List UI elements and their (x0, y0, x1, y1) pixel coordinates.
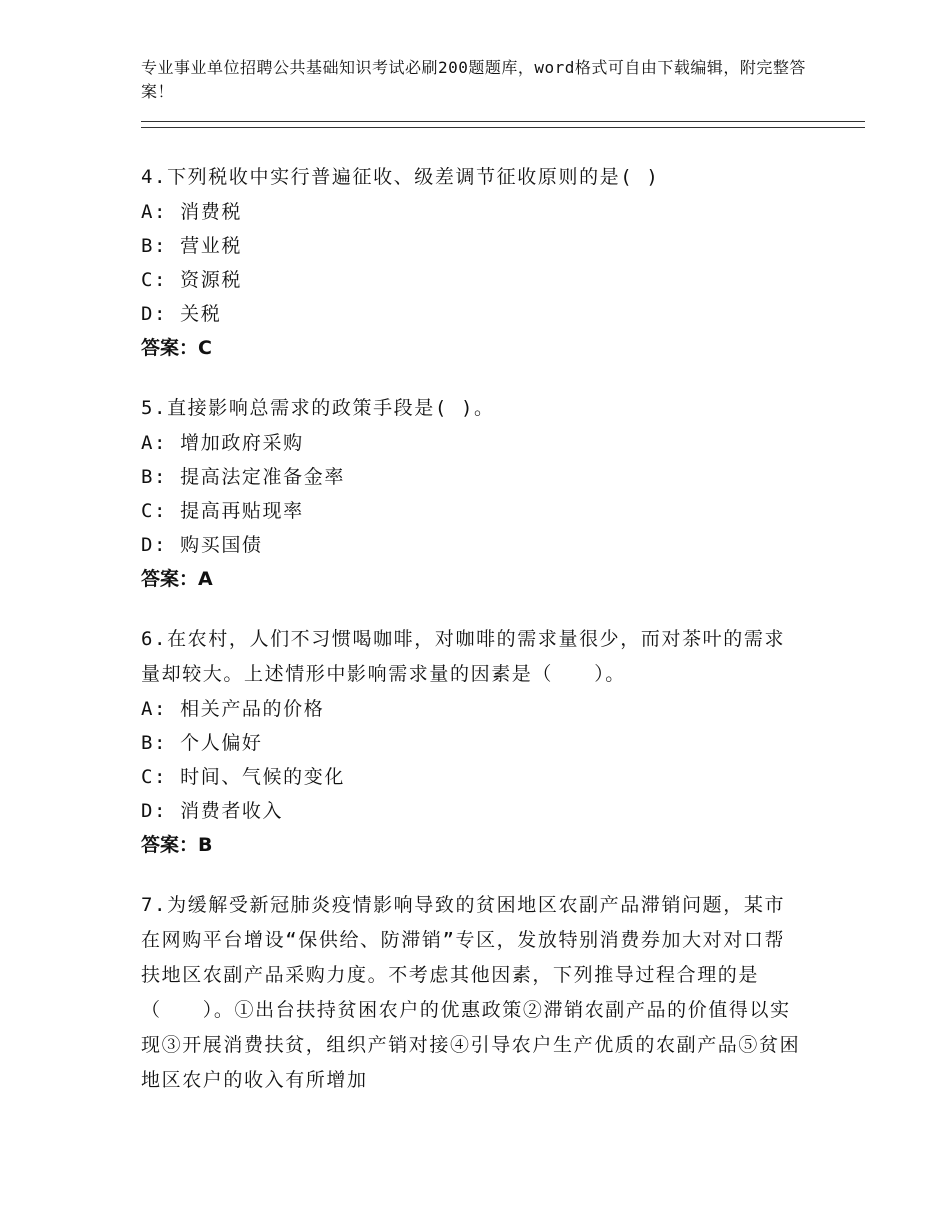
document-header: 专业事业单位招聘公共基础知识考试必刷200题题库，word格式可自由下载编辑，附完整答案！ (141, 58, 806, 101)
option-c: C: 时间、气候的变化 (141, 766, 345, 788)
answer-label: 答案：B (141, 834, 213, 856)
option-b: B: 提高法定准备金率 (141, 466, 345, 488)
option-a: A: 增加政府采购 (141, 432, 304, 454)
option-a: A: 相关产品的价格 (141, 698, 325, 720)
question-7 (141, 888, 801, 1098)
option-b: B: 营业税 (141, 235, 242, 257)
option-c: C: 资源税 (141, 269, 242, 291)
answer-label: 答案：A (141, 568, 213, 590)
question-5 (141, 391, 801, 596)
question-list (141, 160, 801, 1124)
question-6 (141, 622, 801, 862)
question-4 (141, 160, 801, 365)
question-stem: 5.直接影响总需求的政策手段是( )。 (141, 397, 495, 419)
option-b: B: 个人偏好 (141, 732, 263, 754)
option-d: D: 购买国债 (141, 534, 263, 556)
question-stem: 4.下列税收中实行普遍征收、级差调节征收原则的是( ) (141, 166, 660, 188)
option-d: D: 关税 (141, 303, 222, 325)
option-a: A: 消费税 (141, 201, 242, 223)
question-stem: 6.在农村，人们不习惯喝咖啡，对咖啡的需求量很少，而对茶叶的需求量却较大。上述情形中影响需求量的因素是（ ）。 (141, 628, 786, 685)
option-d: D: 消费者收入 (141, 800, 284, 822)
question-stem: 7.为缓解受新冠肺炎疫情影响导致的贫困地区农副产品滞销问题，某市在网购平台增设“保供给、防滞销”专区，发放特别消费券加大对对口帮扶地区农副产品采购力度。不考虑其他因素，下列推导过程合理的是（ ）。①出台扶持贫困农户的优惠政策②滞销农副产品的价值得以实现③开展消费扶贫，组织产销对接④引导农户生产优质的农副产品⑤贫困地区农户的收入有所增加 (141, 894, 801, 1091)
answer-label: 答案：C (141, 337, 212, 359)
header-divider (141, 121, 865, 128)
option-c: C: 提高再贴现率 (141, 500, 304, 522)
